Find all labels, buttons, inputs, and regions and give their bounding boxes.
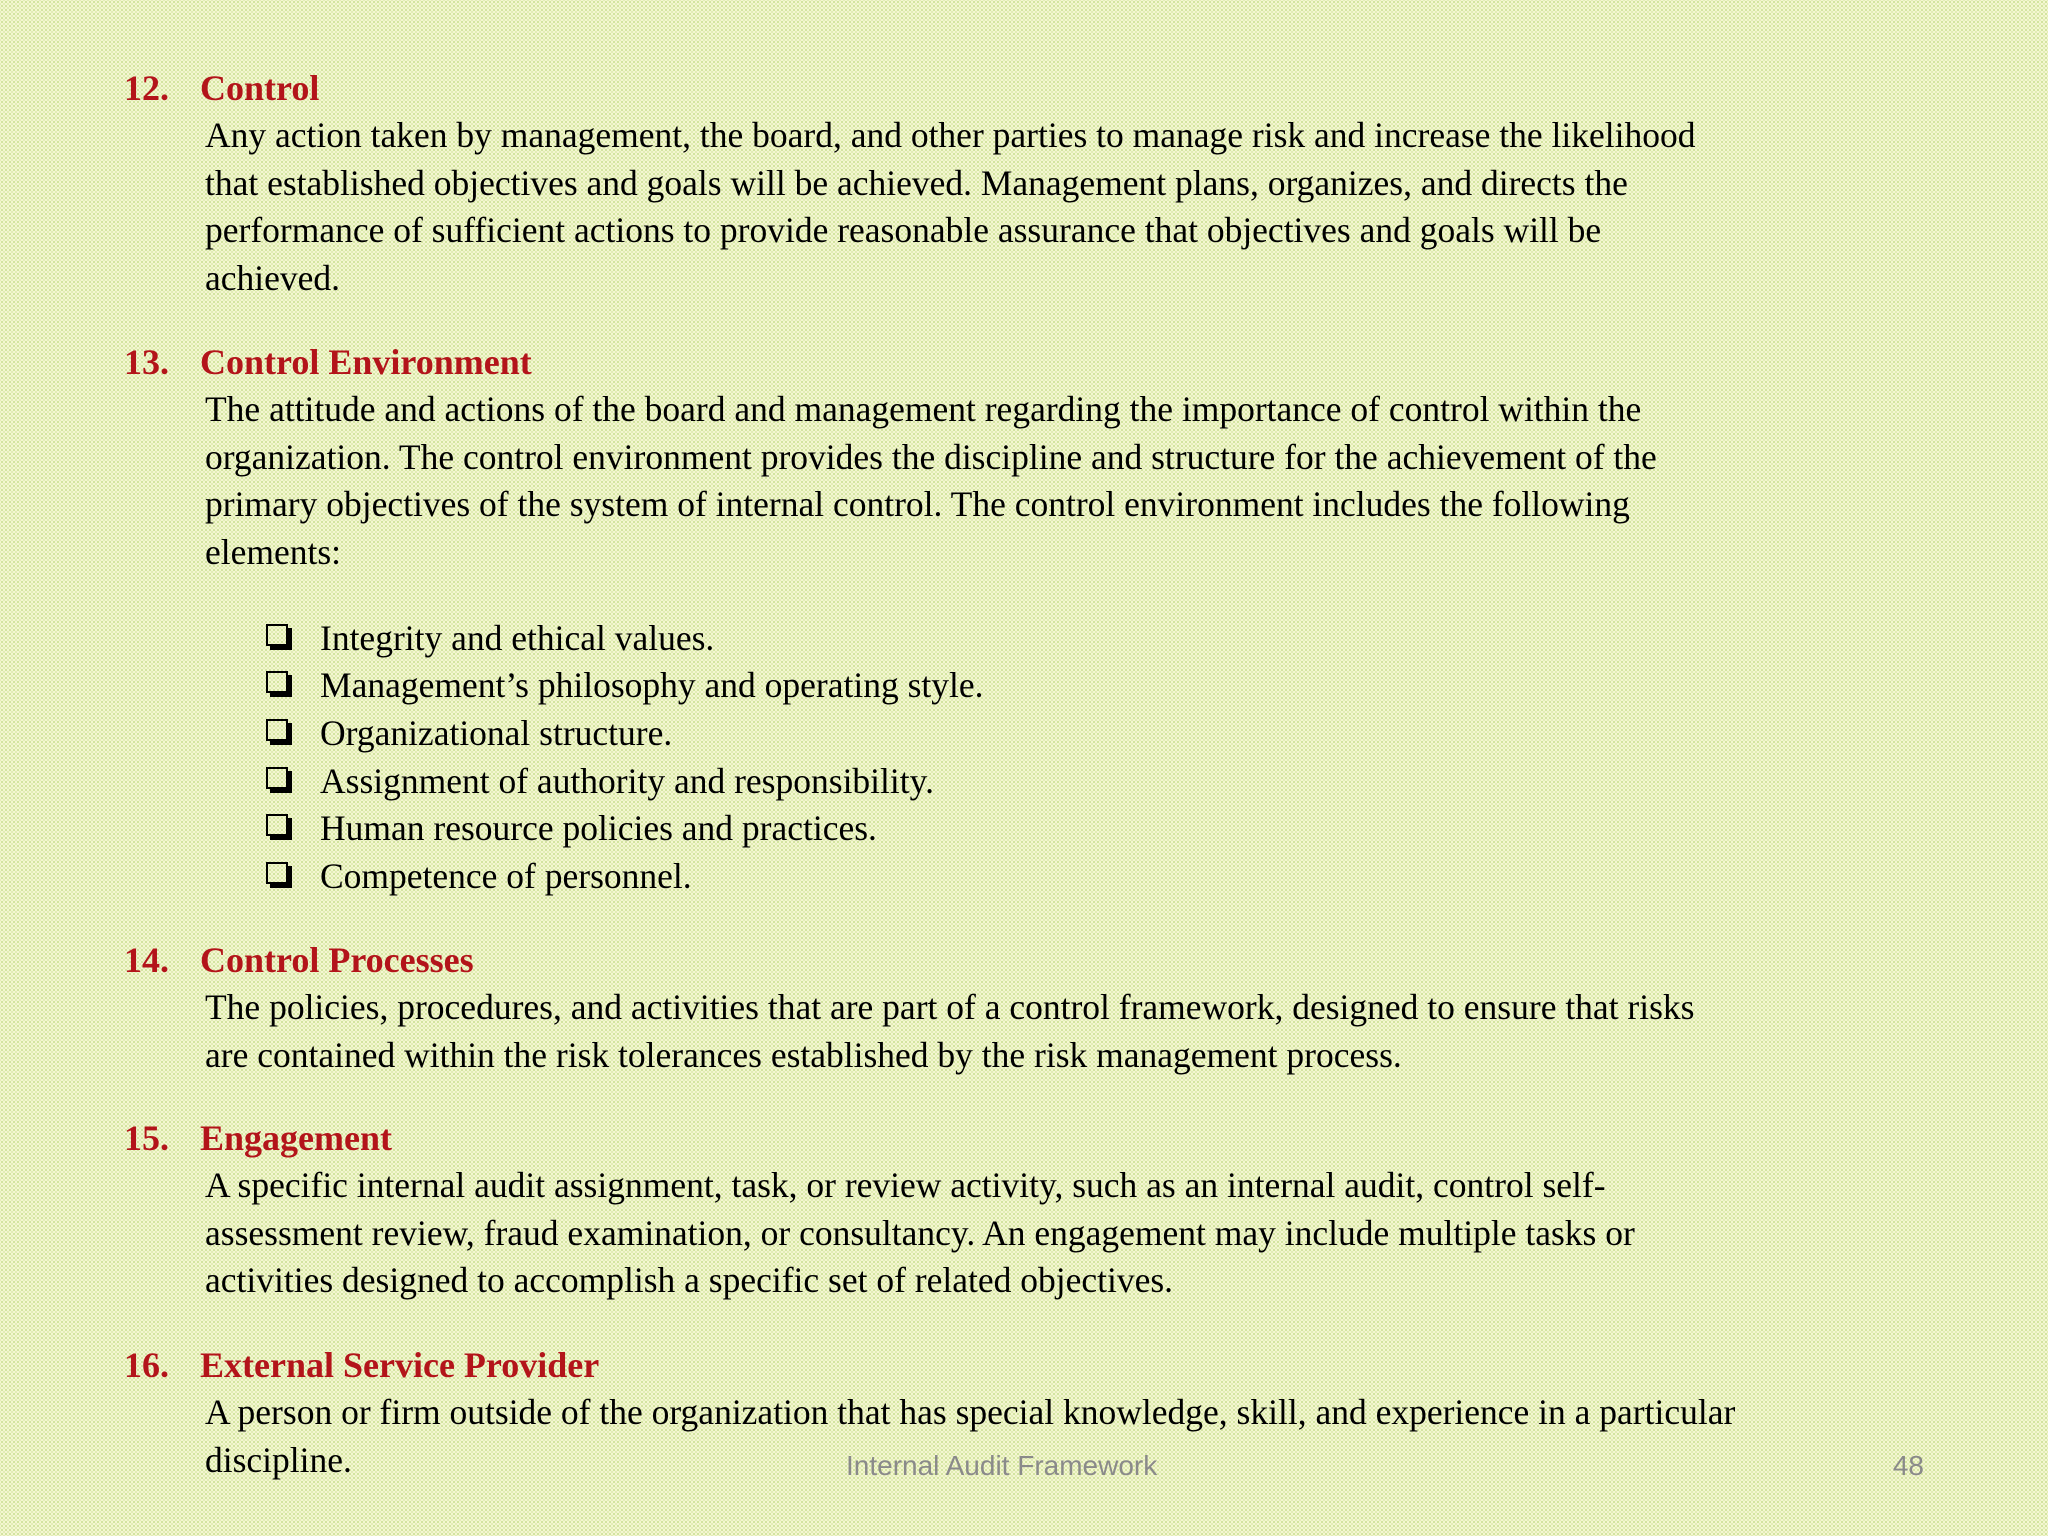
list-item-label: Organizational structure. — [320, 712, 673, 753]
entry-control-environment — [124, 338, 1954, 576]
list-item — [266, 757, 984, 805]
entry-number: 13. — [124, 342, 169, 382]
list-item — [266, 852, 984, 900]
entry-title: Control Environment — [200, 342, 532, 382]
definition-line: A specific internal audit assignment, task, or review activity, such as an internal audit, control self- — [205, 1165, 1606, 1205]
entry-heading — [124, 936, 1954, 984]
definition-line: The attitude and actions of the board and management regarding the importance of control within the — [205, 389, 1642, 429]
entry-number: 12. — [124, 68, 169, 108]
definition-line: elements: — [205, 531, 342, 572]
checkbox-icon — [266, 767, 288, 789]
entry-heading — [124, 1341, 1954, 1389]
checkbox-icon — [266, 862, 288, 884]
definition-line: assessment review, fraud examination, or consultancy. An engagement may include multiple tasks or — [205, 1212, 1635, 1253]
page-number: 48 — [1892, 1450, 1924, 1481]
entry-definition — [205, 112, 1954, 302]
list-item — [266, 662, 984, 710]
entry-heading — [124, 64, 1954, 112]
definition-line: A person or firm outside of the organization that has special knowledge, skill, and experience in a particular — [205, 1392, 1736, 1432]
footer-title: Internal Audit Framework — [846, 1450, 1158, 1481]
entry-heading — [124, 1114, 1954, 1162]
checkbox-icon — [266, 671, 288, 693]
entry-title: External Service Provider — [200, 1345, 600, 1385]
list-item-label: Integrity and ethical values. — [320, 617, 715, 658]
definition-line: The policies, procedures, and activities that are part of a control framework, designed to ensure that risks — [205, 987, 1695, 1027]
definition-line: activities designed to accomplish a specific set of related objectives. — [205, 1260, 1174, 1300]
definition-line: primary objectives of the system of internal control. The control environment includes the following — [205, 484, 1630, 524]
entry-definition — [205, 386, 1954, 576]
checkbox-icon — [266, 624, 288, 646]
entry-definition — [205, 1162, 1954, 1305]
list-item-label: Human resource policies and practices. — [320, 808, 877, 849]
list-item-label: Assignment of authority and responsibility. — [320, 760, 934, 801]
entry-engagement — [124, 1114, 1954, 1305]
entry-number: 15. — [124, 1118, 169, 1158]
entry-title: Control — [200, 68, 320, 108]
definition-line: performance of sufficient actions to provide reasonable assurance that objectives and goals will be — [205, 210, 1602, 250]
entry-control-processes — [124, 936, 1954, 1079]
entry-definition — [205, 984, 1954, 1079]
definition-line: that established objectives and goals will be achieved. Management plans, organizes, and directs the — [205, 162, 1628, 203]
list-item — [266, 709, 984, 757]
list-item — [266, 614, 984, 662]
entry-title: Engagement — [200, 1118, 392, 1158]
control-environment-elements-list — [266, 614, 984, 900]
definition-line: organization. The control environment provides the discipline and structure for the achievement of the — [205, 436, 1657, 477]
definition-line: Any action taken by management, the board, and other parties to manage risk and increase the likelihood — [205, 115, 1696, 155]
entry-title: Control Processes — [200, 940, 474, 980]
entry-number: 14. — [124, 940, 169, 980]
definition-line: are contained within the risk tolerances established by the risk management process. — [205, 1034, 1402, 1075]
definition-line: achieved. — [205, 257, 341, 298]
definition-line: discipline. — [205, 1439, 352, 1480]
entry-heading — [124, 338, 1954, 386]
checkbox-icon — [266, 719, 288, 741]
list-item-label: Management’s philosophy and operating style. — [320, 665, 984, 706]
checkbox-icon — [266, 814, 288, 836]
entry-control — [124, 64, 1954, 302]
list-item — [266, 804, 984, 852]
list-item-label: Competence of personnel. — [320, 855, 692, 896]
entry-number: 16. — [124, 1345, 169, 1385]
